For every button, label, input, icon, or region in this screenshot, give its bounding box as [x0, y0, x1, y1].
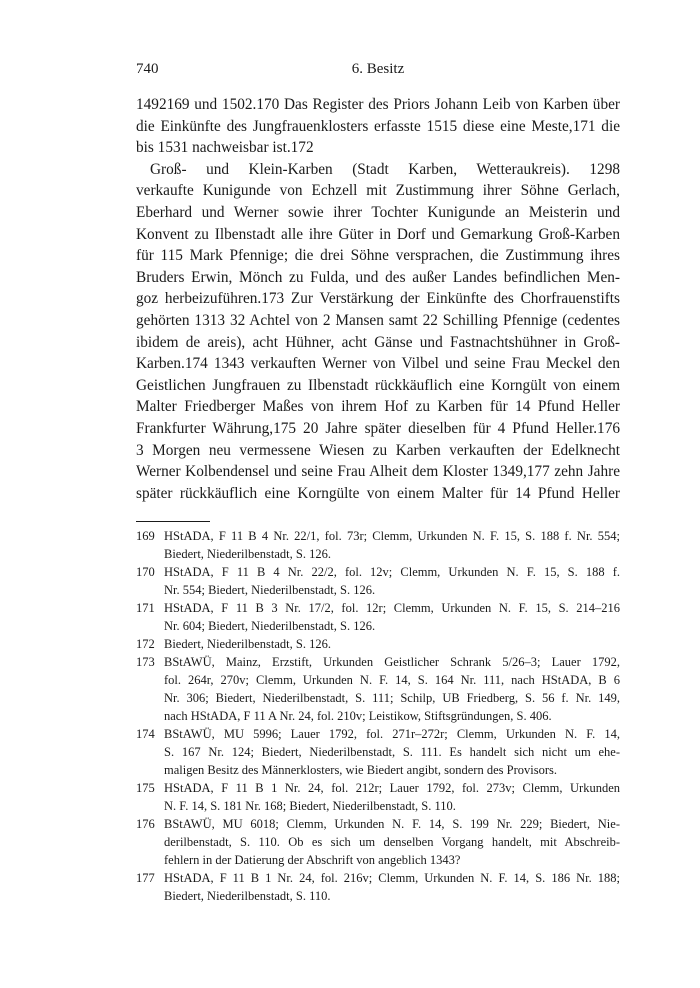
- footnote-line: Nr. 604; Biedert, Niederilbenstadt, S. 126.: [164, 619, 376, 634]
- footnote-rule: [136, 521, 210, 522]
- footnote-number: 170: [136, 565, 155, 580]
- footnote-number: 171: [136, 601, 155, 616]
- footnote-number: 173: [136, 655, 155, 670]
- footnote-number: 169: [136, 529, 155, 544]
- footnote-line: maligen Besitz des Männerklosters, wie Biedert angibt, sondern des Provisors.: [164, 763, 557, 778]
- footnote-line: Biedert, Niederilbenstadt, S. 126.: [164, 547, 331, 562]
- footnote-line: nach HStADA, F 11 A Nr. 24, fol. 210v; Leistikow, Stiftsgründungen, S. 406.: [164, 709, 552, 724]
- footnote-line: Nr. 554; Biedert, Niederilbenstadt, S. 126.: [164, 583, 376, 598]
- footnote-line: S. 167 Nr. 124; Biedert, Niederilbenstadt, S. 111. Es handelt sich nicht um ehe-: [164, 745, 620, 760]
- body-line: Malter Friedberger Maßes von ihrem Hof zu Karben für 14 Pfund Heller: [136, 398, 620, 416]
- footnote-line: BStAWÜ, MU 5996; Lauer 1792, fol. 271r–272r; Clemm, Urkunden N. F. 14,: [164, 727, 620, 742]
- body-line: Groß- und Klein-Karben (Stadt Karben, Wetteraukreis). 1298: [150, 160, 620, 178]
- footnote: [136, 653, 620, 725]
- body-text: [136, 94, 620, 504]
- footnote-line: HStADA, F 11 B 4 Nr. 22/1, fol. 73r; Clemm, Urkunden N. F. 15, S. 188 f. Nr. 554;: [164, 529, 620, 544]
- body-line: bis 1531 nachweisbar ist.172: [136, 139, 314, 157]
- body-line: Geistlichen Jungfrauen zu Ilbenstadt rückkäuflich eine Korngült von einem: [136, 376, 620, 394]
- body-line: für 115 Mark Pfennige; die drei Söhne versprachen, die Zustimmung ihres: [136, 247, 620, 265]
- body-line: goz herbeizuführen.173 Zur Verstärkung der Einkünfte des Chorfrauenstifts: [136, 290, 620, 308]
- footnote: [136, 527, 620, 563]
- footnote: [136, 815, 620, 869]
- body-line: Eberhard und Werner sowie ihrer Tochter Kunigunde an Meisterin und: [136, 203, 620, 221]
- body-line: 1492169 und 1502.170 Das Register des Priors Johann Leib von Karben über: [136, 96, 620, 113]
- footnote-line: HStADA, F 11 B 1 Nr. 24, fol. 212r; Lauer 1792, fol. 273v; Clemm, Urkunden: [164, 781, 620, 796]
- footnote-line: Biedert, Niederilbenstadt, S. 126.: [164, 637, 331, 652]
- page-number: 740: [136, 61, 159, 77]
- body-line: Karben.174 1343 verkauften Werner von Vilbel und seine Frau Meckel den: [136, 355, 620, 373]
- footnote-line: fol. 264r, 270v; Clemm, Urkunden N. F. 14, S. 164 Nr. 111, nach HStADA, B 6: [164, 673, 620, 688]
- body-line: später rückkäuflich eine Korngülte von einem Malter für 14 Pfund Heller: [136, 484, 620, 502]
- footnote-line: HStADA, F 11 B 3 Nr. 17/2, fol. 12r; Clemm, Urkunden N. F. 15, S. 214–216: [164, 601, 620, 616]
- footnote-number: 176: [136, 817, 155, 832]
- footnotes: [136, 527, 620, 905]
- footnote-number: 172: [136, 637, 155, 652]
- footnote-line: BStAWÜ, Mainz, Erzstift, Urkunden Geistlicher Schrank 5/26–3; Lauer 1792,: [164, 655, 620, 670]
- book-page: [136, 58, 620, 905]
- running-head: [136, 58, 620, 80]
- footnote-number: 174: [136, 727, 155, 742]
- body-line: gehörten 1313 32 Achtel von 2 Mansen samt 22 Schilling Pfennige (cedentes: [136, 311, 620, 329]
- footnote-line: N. F. 14, S. 181 Nr. 168; Biedert, Niederilbenstadt, S. 110.: [164, 799, 456, 814]
- body-line: 3 Morgen neu vermessene Wiesen zu Karben verkauften der Edelknecht: [136, 441, 620, 459]
- footnote-line: HStADA, F 11 B 4 Nr. 22/2, fol. 12v; Clemm, Urkunden N. F. 15, S. 188 f.: [164, 565, 620, 580]
- body-line: die Einkünfte des Jungfrauenklosters erfasste 1515 diese eine Meste,171 die: [136, 117, 620, 135]
- footnote-line: Nr. 306; Biedert, Niederilbenstadt, S. 111; Schilp, UB Friedberg, S. 56 f. Nr. 149,: [164, 691, 620, 706]
- footnote: [136, 869, 620, 905]
- body-line: Konvent zu Ilbenstadt alle ihre Güter in Dorf und Gemarkung Groß-Karben: [136, 225, 620, 243]
- body-line: Frankfurter Währung,175 20 Jahre später dieselben für 4 Pfund Heller.176: [136, 419, 620, 437]
- footnote-line: fehlern in der Datierung der Abschrift von angeblich 1343?: [164, 853, 461, 868]
- footnote: [136, 779, 620, 815]
- footnote: [136, 725, 620, 779]
- footnote: [136, 563, 620, 599]
- body-line: ibidem de areis), acht Hühner, acht Gänse und Fastnachtshühner in Groß-: [136, 333, 620, 351]
- footnote-line: Biedert, Niederilbenstadt, S. 110.: [164, 889, 331, 904]
- body-line: Bruders Erwin, Mönch zu Fulda, und des außer Landes befindlichen Men-: [136, 268, 620, 286]
- footnote-number: 175: [136, 781, 155, 796]
- footnote-line: derilbenstadt, S. 110. Ob es sich um denselben Vorgang handelt, mit Abschreib-: [164, 835, 620, 850]
- chapter-title: 6. Besitz: [351, 61, 405, 77]
- footnote-number: 177: [136, 871, 155, 886]
- footnote-line: BStAWÜ, MU 6018; Clemm, Urkunden N. F. 14, S. 199 Nr. 229; Biedert, Nie-: [164, 817, 620, 832]
- body-line: Werner Kolbendensel und seine Frau Alheit dem Kloster 1349,177 zehn Jahre: [136, 463, 620, 481]
- body-line: verkaufte Kunigunde von Echzell mit Zustimmung ihrer Söhne Gerlach,: [136, 182, 620, 200]
- footnote: [136, 599, 620, 635]
- footnote: [136, 635, 620, 653]
- footnote-line: HStADA, F 11 B 1 Nr. 24, fol. 216v; Clemm, Urkunden N. F. 14, S. 186 Nr. 188;: [164, 871, 620, 886]
